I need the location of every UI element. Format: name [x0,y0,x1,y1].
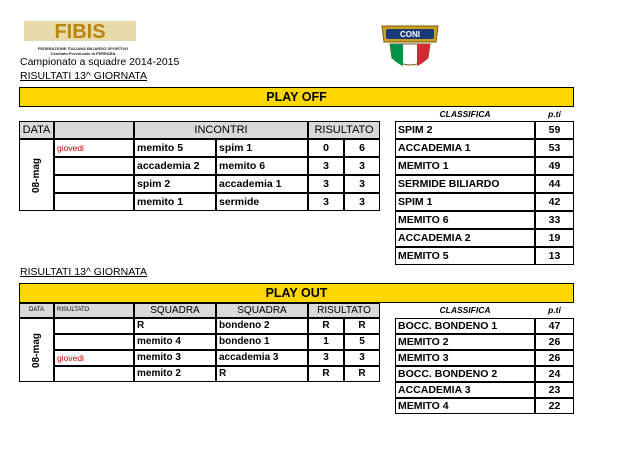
playoff-score-home: 0 [308,139,344,157]
playoff-day: giovedi [54,139,134,157]
playout-standing-team: BOCC. BONDENO 1 [395,318,535,334]
playout-standings-header: CLASSIFICA [395,303,535,319]
playoff-standing-points: 42 [535,193,574,211]
playoff-score-away: 3 [344,157,380,175]
playout-score-home: 3 [308,350,344,366]
playoff-standing-points: 33 [535,211,574,229]
playout-match-home: R [134,318,216,334]
playoff-standings-header: CLASSIFICA [395,107,535,122]
playout-match-away: bondeno 2 [216,318,308,334]
playout-score-home: 1 [308,334,344,350]
playout-standing-points: 23 [535,382,574,398]
playoff-match-away: sermide [216,193,308,211]
playoff-standing-team: MEMITO 6 [395,211,535,229]
playoff-standing-points: 59 [535,121,574,139]
playout-day: giovedi [54,350,134,366]
playout-standing-team: BOCC. BONDENO 2 [395,366,535,382]
playoff-standing-team: ACCADEMIA 1 [395,139,535,157]
playoff-matches-header: INCONTRI [134,121,308,139]
playoff-match-home: accademia 2 [134,157,216,175]
playout-banner: PLAY OUT [19,283,574,303]
playoff-match-away: memito 6 [216,157,308,175]
playout-standing-points: 24 [535,366,574,382]
playout-standing-points: 26 [535,350,574,366]
playoff-standing-points: 19 [535,229,574,247]
playoff-standing-points: 49 [535,157,574,175]
playout-match-home: memito 3 [134,350,216,366]
playout-empty-cell [54,366,134,382]
results-round-label: RISULTATI 13^ GIORNATA [20,266,148,278]
playoff-points-header: p.ti [535,107,574,122]
playout-score-away: 3 [344,350,380,366]
playoff-standing-points: 53 [535,139,574,157]
playout-match-away: bondeno 1 [216,334,308,350]
playoff-match-home: memito 1 [134,193,216,211]
playout-score-away: 5 [344,334,380,350]
playout-standing-team: MEMITO 3 [395,350,535,366]
playout-empty-cell [54,334,134,350]
playoff-date: 08-mag [31,157,43,193]
playoff-empty-cell [54,157,134,175]
playoff-standing-team: SERMIDE BILIARDO [395,175,535,193]
playoff-date-header: DATA [19,121,54,139]
playoff-standing-team: ACCADEMIA 2 [395,229,535,247]
playout-standing-team: MEMITO 4 [395,398,535,414]
playout-standing-team: ACCADEMIA 3 [395,382,535,398]
playoff-standing-team: MEMITO 1 [395,157,535,175]
season-title: Campionato a squadre 2014-2015 [20,56,180,68]
playoff-standing-team: MEMITO 5 [395,247,535,265]
playout-match-away: accademia 3 [216,350,308,366]
playout-result-small-header: RISULTATO [54,303,134,318]
playoff-empty-cell [54,175,134,193]
playoff-empty-cell [54,193,134,211]
playout-team-away-header: SQUADRA [216,303,308,318]
playoff-score-away: 3 [344,175,380,193]
playout-standing-points: 47 [535,318,574,334]
svg-text:CONI: CONI [400,30,420,39]
federation-logo-text: FIBIS [54,21,106,43]
playoff-standing-team: SPIM 1 [395,193,535,211]
playout-score-home: R [308,318,344,334]
playoff-result-header: RISULTATO [308,121,380,139]
playout-match-home: memito 4 [134,334,216,350]
federation-committee: Comitato Provinciale di FERRARA [50,51,116,56]
federation-logo [24,18,136,44]
playout-match-home: memito 2 [134,366,216,382]
federation-name: FEDERAZIONE ITALIANA BILIARDO SPORTIVO [37,46,129,51]
playoff-date-cell [19,139,54,211]
playout-match-away: R [216,366,308,382]
playout-points-header: p.ti [535,303,574,319]
playout-team-home-header: SQUADRA [134,303,216,318]
playout-score-home: R [308,366,344,382]
results-round-label: RISULTATI 13^ GIORNATA [20,70,148,82]
playoff-blank-header [54,121,134,139]
coni-shield-logo [378,20,442,72]
playoff-score-home: 3 [308,193,344,211]
playoff-standing-points: 44 [535,175,574,193]
playoff-score-home: 3 [308,175,344,193]
playout-date-cell [19,318,54,382]
playoff-match-home: memito 5 [134,139,216,157]
playout-score-away: R [344,318,380,334]
playoff-banner: PLAY OFF [19,87,574,107]
playoff-match-home: spim 2 [134,175,216,193]
playout-standing-team: MEMITO 2 [395,334,535,350]
playoff-standing-team: SPIM 2 [395,121,535,139]
playoff-score-home: 3 [308,157,344,175]
playout-empty-cell [54,318,134,334]
playoff-score-away: 3 [344,193,380,211]
playout-result-header: RISULTATO [308,303,380,318]
playout-date-header: DATA [19,303,54,318]
playoff-score-away: 6 [344,139,380,157]
playoff-match-away: spim 1 [216,139,308,157]
playout-standing-points: 22 [535,398,574,414]
playout-standing-points: 26 [535,334,574,350]
playoff-standing-points: 13 [535,247,574,265]
playout-score-away: R [344,366,380,382]
playout-date: 08-mag [31,332,43,368]
playoff-match-away: accademia 1 [216,175,308,193]
